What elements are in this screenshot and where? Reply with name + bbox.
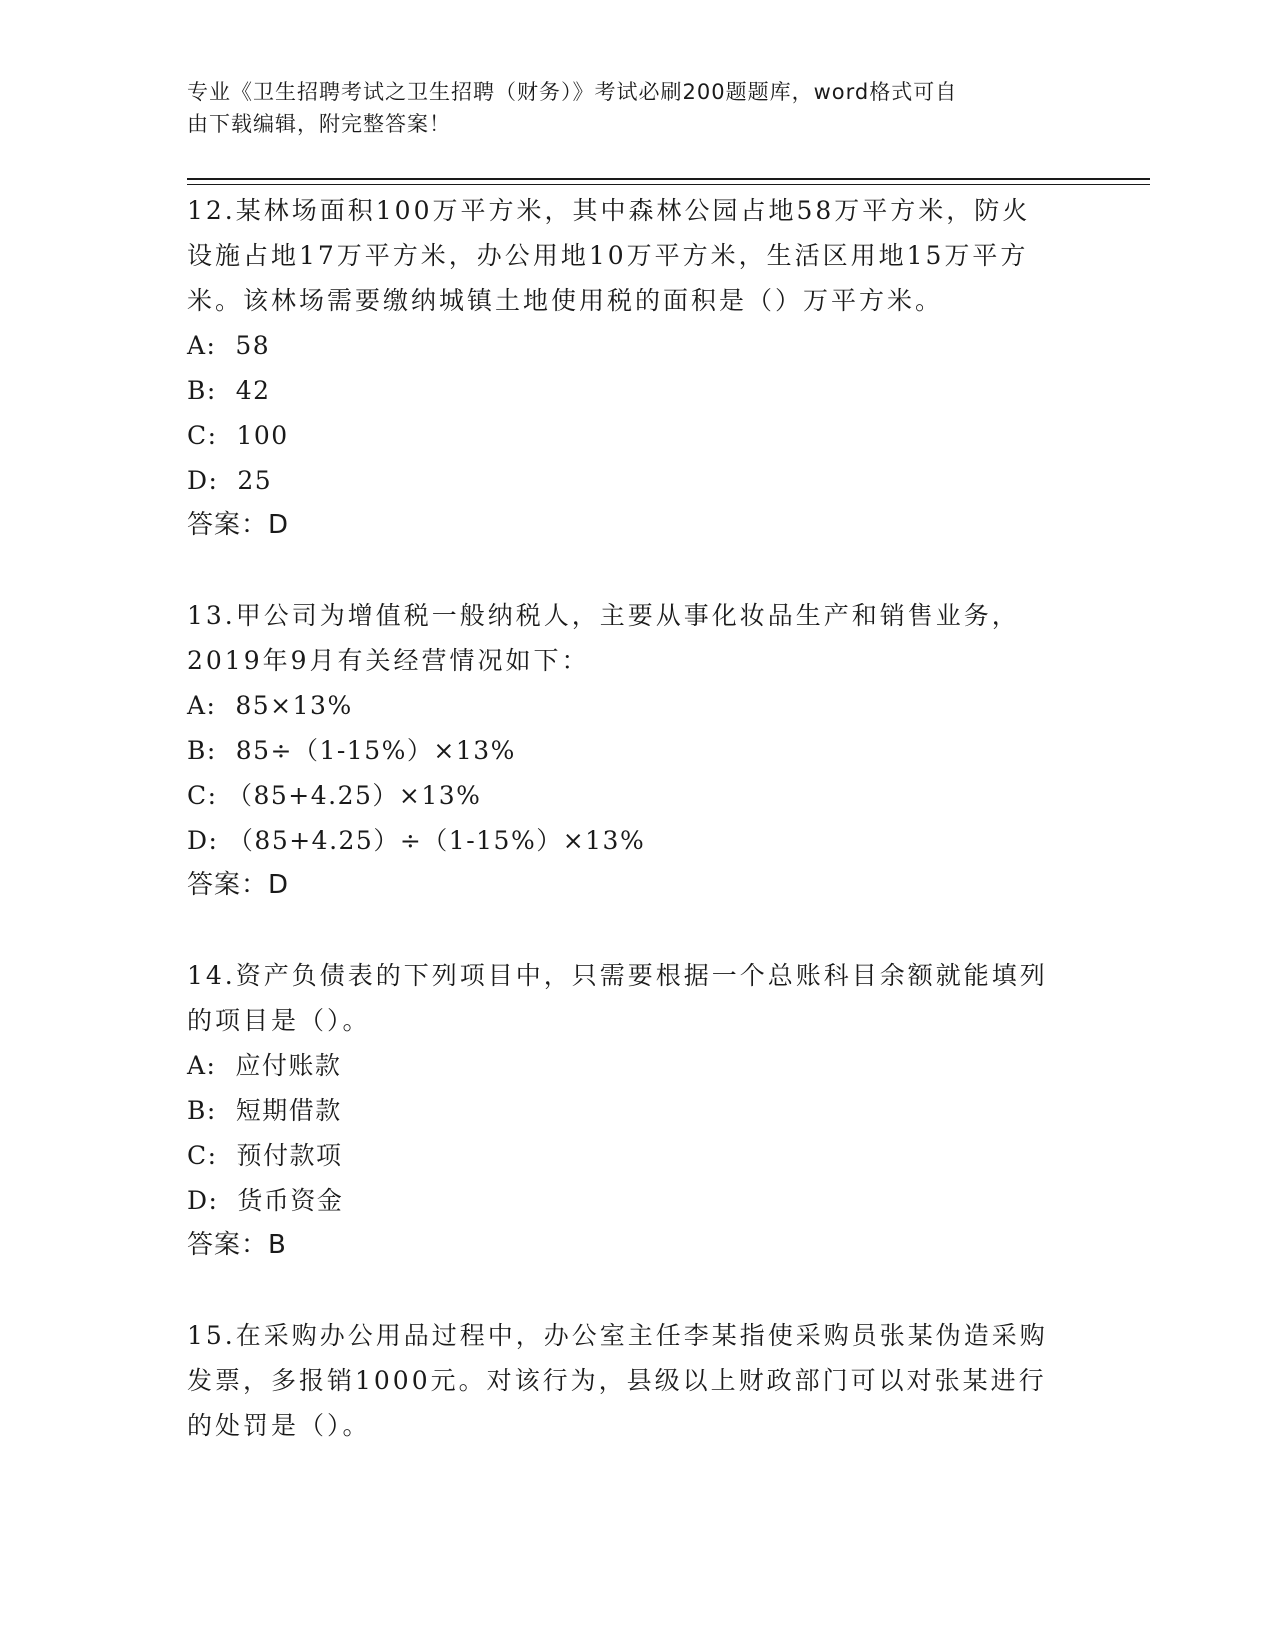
header-divider-thick	[187, 178, 1150, 180]
option-d: D: 25	[187, 466, 273, 495]
option-c: C: 100	[187, 421, 289, 450]
option-d: D: 货币资金	[187, 1186, 344, 1215]
question-14	[187, 953, 1087, 1268]
answer-line: 答案：B	[187, 1230, 287, 1260]
option-b: B: 短期借款	[187, 1096, 342, 1125]
question-stem-line: 15.在采购办公用品过程中，办公室主任李某指使采购员张某伪造采购	[187, 1321, 1048, 1350]
option-a: A: 58	[187, 331, 271, 360]
question-stem-line: 13.甲公司为增值税一般纳税人，主要从事化妆品生产和销售业务，	[187, 601, 1020, 630]
header-divider-thin	[187, 184, 1150, 185]
question-list	[187, 188, 1087, 1493]
answer-line: 答案：D	[187, 870, 290, 900]
question-stem-line: 米。该林场需要缴纳城镇土地使用税的面积是（）万平方米。	[187, 286, 944, 315]
option-a: A: 85×13%	[187, 691, 353, 720]
question-stem-line: 12.某林场面积100万平方米，其中森林公园占地58万平方米，防火	[187, 196, 1031, 225]
question-stem-line: 2019年9月有关经营情况如下：	[187, 646, 590, 675]
question-stem-line: 设施占地17万平方米，办公用地10万平方米，生活区用地15万平方	[187, 241, 1029, 270]
question-15	[187, 1313, 1087, 1448]
question-stem-line: 的项目是（）。	[187, 1006, 371, 1035]
question-stem-line: 发票，多报销1000元。对该行为，县级以上财政部门可以对张某进行	[187, 1366, 1047, 1395]
document-header	[187, 76, 1067, 140]
option-b: B: 85÷（1-15%）×13%	[187, 736, 516, 765]
question-stem-line: 的处罚是（）。	[187, 1411, 371, 1440]
option-d: D: （85+4.25）÷（1-15%）×13%	[187, 826, 646, 855]
option-a: A: 应付账款	[187, 1051, 342, 1080]
option-c: C: （85+4.25）×13%	[187, 781, 482, 810]
option-b: B: 42	[187, 376, 271, 405]
header-line-1: 专业《卫生招聘考试之卫生招聘（财务）》考试必刷200题题库，word格式可自	[187, 80, 958, 104]
question-12	[187, 188, 1087, 548]
answer-line: 答案：D	[187, 510, 290, 540]
header-line-2: 由下载编辑，附完整答案！	[187, 112, 451, 136]
question-13	[187, 593, 1087, 908]
option-c: C: 预付款项	[187, 1141, 343, 1170]
question-stem-line: 14.资产负债表的下列项目中，只需要根据一个总账科目余额就能填列	[187, 961, 1048, 990]
